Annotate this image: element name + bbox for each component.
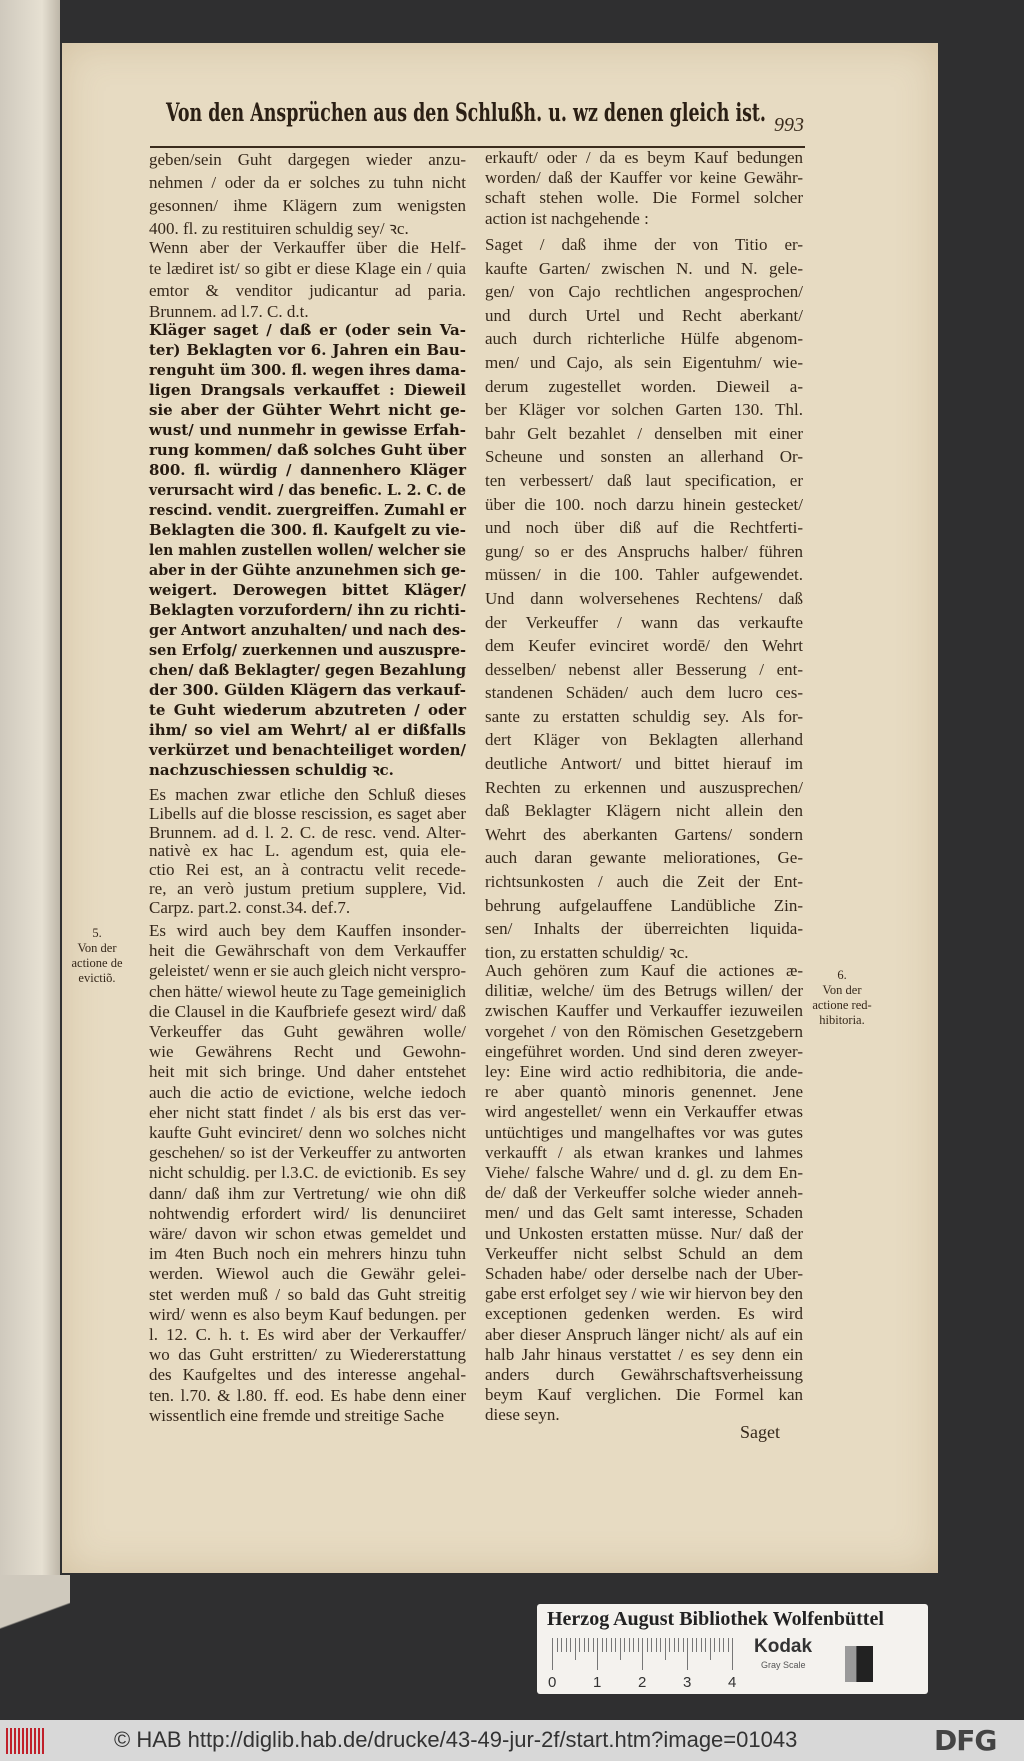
ruler-tick [584, 1638, 585, 1652]
text-line: Wehrt des aberkanten Gartens/ sondern [485, 824, 803, 844]
text-line: desselben/ nebenst aller Besserung / ent- [485, 659, 803, 679]
text-line: Saget / daß ihme der von Titio er- [485, 235, 803, 254]
left-paragraph [149, 237, 466, 322]
ruler-tick [566, 1638, 567, 1652]
margin-note-6 [802, 968, 882, 1028]
text-line: heit mit sich bringe. Und daher entstehet [149, 1062, 466, 1082]
text-line: eingeführet worden. Und sind deren zweyer- [485, 1041, 803, 1061]
library-name: Herzog August Bibliothek Wolfenbüttel [547, 1608, 884, 1630]
text-line: vorgehet / von den Römischen Gesetzgebern [485, 1021, 803, 1041]
page-number: 993 [774, 114, 804, 136]
ruler-tick [660, 1638, 661, 1652]
text-line: nehmen / oder da er solches zu tuhn nicht [149, 173, 466, 192]
text-line: verkürzet und benachteiliget worden/ [149, 741, 466, 759]
scale-ruler [548, 1638, 737, 1691]
library-color-card [537, 1604, 928, 1694]
ruler-tick [651, 1638, 652, 1652]
running-title: Von den Ansprüchen aus den Schlußh. u. wz denen gleich ist. [166, 98, 766, 127]
gray-scale-caption: Gray Scale [761, 1660, 806, 1670]
text-line: und durch Urtel und Recht aberkant/ [485, 305, 803, 325]
text-line: exceptionen gedenken werden. Es wird [485, 1304, 803, 1324]
note-line: actione de [71, 956, 123, 970]
text-line: Auch gehören zum Kauf die actiones æ- [485, 961, 803, 980]
right-paragraph [485, 961, 803, 1426]
text-line: ger Antwort anzuhalten/ und nach des- [149, 621, 466, 639]
kodak-brand: Kodak [754, 1636, 813, 1657]
text-line: 400. fl. zu restituiren schuldig sey/ ꝛc. [149, 219, 409, 238]
text-line: 800. fl. würdig / dannenhero Kläger [149, 461, 466, 479]
ruler-tick [552, 1638, 553, 1670]
text-line: Es wird auch bey dem Kauffen insonder- [149, 921, 466, 940]
text-line: wird/ wenn es also beym Kauf bedungen. per [149, 1304, 466, 1324]
text-line: Und dann wolversehenes Rechtens/ daß [485, 588, 803, 608]
text-line: de/ daß der Verkeuffer solche wieder anneh- [485, 1183, 803, 1203]
text-line: kaufte Garten/ zwischen N. und N. gele- [485, 258, 803, 278]
text-line: wust/ und nunmehr in gewisse Erfah- [149, 421, 466, 439]
ruler-tick [597, 1638, 598, 1670]
ruler-number: 0 [548, 1674, 557, 1691]
permalink-text[interactable]: © HAB http://diglib.hab.de/drucke/43-49-jur-2f/start.htm?image=01043 [114, 1727, 798, 1752]
text-line: wie Gewährens Recht und Gewohn- [149, 1042, 466, 1062]
text-line: sen Erfolg/ zuerkennen und auszuspre- [149, 641, 466, 659]
text-line: wird angestellet/ wenn ein Verkauffer etwas [485, 1102, 803, 1122]
text-line: men/ und Cajo, als sein Eigentuhm/ wie- [485, 352, 803, 372]
text-line: sen/ Inhalts der überreichten liquida- [485, 919, 803, 939]
right-paragraph [485, 148, 803, 229]
ruler-number: 4 [728, 1674, 737, 1691]
text-line: chen/ daß Beklagter/ gegen Bezahlung [149, 661, 466, 679]
text-line: beym Kauf verglichen. Die Formel kan [485, 1385, 803, 1405]
left-paragraph [149, 148, 466, 240]
text-line: Wenn aber der Verkauffer über die Helf- [149, 238, 466, 257]
text-line: dann/ daß ihm zur Vertretung/ wie ohn diß [149, 1183, 466, 1203]
text-line: des Kaufgeltes und des interesse angehal- [149, 1365, 466, 1385]
text-line: Schaden habe/ oder derselbe nach der Uber- [485, 1264, 803, 1284]
text-line: nohtwendig erfordert wird/ lis denunciiret [149, 1203, 466, 1223]
text-line: te Guht wiederum abzutreten / oder [149, 701, 466, 719]
text-line: halb Jahr hinaus verstattet / es sey denn ein [485, 1344, 803, 1364]
ruler-tick [579, 1638, 580, 1652]
ruler-number: 3 [683, 1674, 692, 1691]
text-line: re, an verò justum pretium supplere, Vid. [149, 878, 466, 898]
gray-swatch [845, 1646, 873, 1682]
text-line: richtsunkosten / auch die Zeit der Ent- [485, 872, 803, 892]
ruler-tick [624, 1638, 625, 1652]
text-line: rescind. vendit. zuergreiffen. Zumahl er [149, 501, 466, 519]
ruler-tick [602, 1638, 603, 1652]
left-paragraph [149, 786, 466, 918]
ruler-tick [561, 1638, 562, 1652]
ruler-tick [557, 1638, 558, 1652]
ruler-tick [656, 1638, 657, 1652]
text-line: Beklagten vorzufordern/ ihn zu richti- [149, 601, 466, 619]
text-line: derum zugestellet worden. Dieweil a- [485, 376, 803, 396]
ruler-tick [620, 1638, 621, 1660]
catchword: Saget [740, 1422, 780, 1442]
ruler-tick [647, 1638, 648, 1652]
text-line: geben/sein Guht dargegen wieder anzu- [149, 150, 466, 169]
note-line: hibitoria. [819, 1013, 865, 1027]
left-paragraph-plea [149, 320, 466, 780]
text-line: Rechten zu erkennen und auszusprechen/ [485, 777, 803, 797]
text-line: ctio Rei est, an à contractu velit recede- [149, 860, 466, 880]
text-line: der 300. Gülden Klägern das verkauf- [149, 681, 466, 699]
ruler-tick [593, 1638, 594, 1652]
text-line: worden/ daß der Kauffer vor keine Gewähr- [485, 168, 803, 188]
ruler-tick [719, 1638, 720, 1652]
text-line: stet werden muß / so bald das Guht streitig [149, 1284, 466, 1304]
text-line: untüchtiges und mangelhaftes vor was gutes [485, 1122, 803, 1142]
text-line: ley: Eine wird actio redhibitoria, die ande- [485, 1062, 803, 1082]
text-line: wo das Guht erstritten/ zu Wiedererstattung [149, 1345, 466, 1365]
ruler-tick [674, 1638, 675, 1652]
text-line: zwischen Kauffer und Verkauffer iezuweilen [485, 1001, 803, 1021]
ruler-tick [728, 1638, 729, 1652]
note-line: Von der [822, 983, 862, 997]
text-line: der Verkeuffer / wann das verkaufte [485, 612, 803, 632]
footer-bar [0, 1720, 1024, 1761]
text-line: dem Keufer evinciret wordē/ den Wehrt [485, 636, 803, 656]
ruler-number: 1 [593, 1674, 602, 1691]
text-line: ihm/ so viel am Wehrt/ al er dißfalls [149, 721, 466, 739]
ruler-tick [570, 1638, 571, 1652]
note-line: evictiõ. [78, 971, 116, 985]
text-line: erkauft/ oder / da es beym Kauf bedungen [485, 148, 803, 167]
text-line: auch daran gewante meliorationes, Ge- [485, 848, 803, 868]
text-line: und noch über diß auf die Rechtferti- [485, 518, 803, 538]
text-line: l. 12. C. h. t. Es wird aber der Verkauffer/ [149, 1325, 466, 1345]
ruler-tick [705, 1638, 706, 1652]
text-line: geschehen/ so ist der Verkeuffer zu antworten [149, 1143, 466, 1163]
text-line: Viehe/ falsche Wahre/ und d. gl. zu dem En- [485, 1163, 803, 1183]
text-line: eher nicht statt findet / als bis erst das ver- [149, 1102, 466, 1122]
text-line: heit die Gewährschaft von dem Verkauffer [149, 941, 466, 961]
text-line: Carpz. part.2. const.34. def.7. [149, 897, 351, 917]
text-line: behrung aufgelauffene Landübliche Zin- [485, 895, 803, 915]
note-line: 6. [837, 968, 847, 982]
text-line: auch die actio de evictione, welche iedoch [149, 1082, 466, 1102]
text-line: ligen Drangsals verkauffet : Dieweil [149, 381, 466, 399]
ruler-tick [678, 1638, 679, 1652]
text-line: Kläger saget / daß er (oder sein Va- [149, 321, 466, 339]
text-line: gen/ von Cajo rechtlichen angesprochen/ [485, 282, 803, 302]
text-line: Libells auf die blosse rescission, es saget aber [149, 803, 466, 823]
text-line: über die 100. noch darzu hinein gestecket/ [485, 494, 803, 514]
ruler-number: 2 [638, 1674, 647, 1691]
ruler-tick [669, 1638, 670, 1652]
ruler-tick [611, 1638, 612, 1652]
ruler-tick [723, 1638, 724, 1652]
text-line: re aber quantò minoris genennet. Jene [485, 1082, 803, 1102]
text-line: ten verbessert/ daß laut specification, er [485, 470, 803, 490]
margin-note-5 [62, 926, 132, 986]
text-line: wäre/ davon wir schon etwas gemeldet und [149, 1224, 466, 1244]
ruler-tick [701, 1638, 702, 1652]
text-line: gung/ so er des Anspruchs halber/ führen [485, 541, 803, 561]
text-line: renguht üm 300. fl. wegen ihres dama- [149, 361, 466, 379]
text-line: standenen Schäden/ auch dem lucro ces- [485, 683, 803, 703]
ruler-tick [692, 1638, 693, 1652]
ruler-tick [633, 1638, 634, 1652]
text-line: im 4ten Buch noch ein mehrers hinzu tuhn [149, 1244, 466, 1264]
text-line: müssen/ in die 100. Tahler aufgewendet. [485, 565, 803, 585]
text-line: auch durch richterliche Hülfe abgenom- [485, 329, 803, 349]
text-line: rung kommen/ daß solches Guht über [149, 441, 466, 459]
text-line: dilitiæ, welche/ üm des Betrugs willen/ der [485, 981, 803, 1001]
text-line: die Clausel in die Kaufbriefe gesezt wird/ daß [149, 1001, 466, 1021]
text-line: anders durch Gewährschaftsverheissung [485, 1365, 803, 1385]
text-line: verursacht wird / das benefic. L. 2. C. de [149, 481, 466, 499]
ruler-tick [665, 1638, 666, 1660]
text-line: kaufte Guht evinciret/ denn wo solches nicht [149, 1123, 466, 1143]
text-line: weigert. Derowegen bittet Kläger/ [149, 581, 466, 599]
text-line: dert Kläger von Beklagten allerhand [485, 730, 803, 750]
note-line: actione red- [812, 998, 872, 1012]
text-line: deutliche Antwort/ und bittet hierauf im [485, 754, 803, 774]
text-line: sie aber der Gühter Wehrt nicht ge- [149, 401, 466, 419]
ruler-tick [687, 1638, 688, 1670]
ruler-tick [629, 1638, 630, 1652]
text-line: geleistet/ wenn er sie auch gleich nicht verspro- [149, 961, 466, 981]
text-line: und Unkosten erstatten müsse. Nur/ daß der [485, 1223, 803, 1243]
text-line: Brunnem. ad d. l. 2. C. de resc. vend. Alter- [149, 822, 466, 842]
text-line: ten. l.70. & l.80. ff. eod. Es habe denn einer [149, 1385, 466, 1405]
ruler-tick [575, 1638, 576, 1660]
hab-logo-icon [6, 1728, 46, 1754]
left-paragraph [149, 921, 466, 1426]
text-line: gesonnen/ ihme Klägern zum wenigsten [149, 196, 466, 215]
text-line: Verkeuffer das Guht gewähren wolle/ [149, 1022, 466, 1042]
text-line: nativè ex hac L. agendum est, quia ele- [149, 841, 466, 861]
ruler-tick [642, 1638, 643, 1670]
text-line: wissentlich eine fremde und streitige Sache [149, 1405, 445, 1425]
facing-page-corner [0, 1575, 70, 1725]
note-line: 5. [92, 926, 102, 940]
ruler-tick [588, 1638, 589, 1652]
text-line: Brunnem. ad l.7. C. d.t. [149, 301, 309, 321]
ruler-tick [638, 1638, 639, 1652]
text-line: tion, zu erstatten schuldig/ ꝛc. [485, 942, 689, 962]
ruler-tick [696, 1638, 697, 1652]
note-line: Von der [77, 941, 117, 955]
text-line: men/ und das Gelt samt interesse, Schaden [485, 1203, 803, 1223]
text-line: aber in der Gühte anzunehmen sich ge- [149, 561, 466, 579]
text-line: schaft stehen wolle. Die Formel solcher [485, 188, 803, 208]
right-paragraph [485, 233, 803, 964]
text-line: Beklagten die 300. fl. Kaufgelt zu vie- [149, 521, 466, 539]
text-line: Es machen zwar etliche den Schluß dieses [149, 785, 466, 804]
ruler-tick [732, 1638, 733, 1670]
text-line: bahr Gelt bezahlet / denselben mit einer [485, 423, 803, 443]
text-line: Verkeuffer nicht selbst Schuld an dem [485, 1243, 803, 1263]
text-line: len mahlen zustellen wollen/ welcher sie [149, 541, 466, 559]
text-line: sante zu erstatten schuldig sey. Als for- [485, 706, 803, 726]
dfg-logo: DFG [934, 1724, 997, 1757]
text-line: chen hätte/ wiewol heute zu Tage gemeiniglich [149, 981, 466, 1001]
ruler-tick [714, 1638, 715, 1652]
text-line: diese seyn. [485, 1405, 560, 1425]
text-line: verkaufft / als etwan krankes und lahmes [485, 1142, 803, 1162]
text-line: emtor & venditor judicantur ad paria. [149, 280, 466, 300]
text-line: ter) Beklagten vor 6. Jahren ein Bau- [149, 341, 466, 359]
ruler-tick [606, 1638, 607, 1652]
text-line: nicht schuldig. per l.3.C. de evictionib. Es sey [149, 1163, 466, 1183]
facing-page-edge [0, 0, 60, 1575]
ruler-tick [710, 1638, 711, 1660]
ruler-tick [615, 1638, 616, 1652]
text-line: gabe erst erfolget sey / wie wir hiervon bey den [485, 1284, 803, 1304]
text-line: te lædiret ist/ so gibt er diese Klage ein / quia [149, 259, 466, 279]
ruler-tick [683, 1638, 684, 1652]
text-line: werden. Wiewol auch die Gewähr gelei- [149, 1264, 466, 1284]
text-line: ber Kläger vor solchen Garten 130. Thl. [485, 400, 803, 420]
text-line: action ist nachgehende : [485, 208, 649, 228]
text-line: aber dieser Anspruch länger nicht/ als auf ein [485, 1324, 803, 1344]
text-line: Scheune und sonsten an allerhand Or- [485, 447, 803, 467]
text-line: daß Beklagter Klägern nicht allein den [485, 801, 803, 821]
text-line: nachzuschiessen schuldig ꝛc. [149, 761, 394, 779]
